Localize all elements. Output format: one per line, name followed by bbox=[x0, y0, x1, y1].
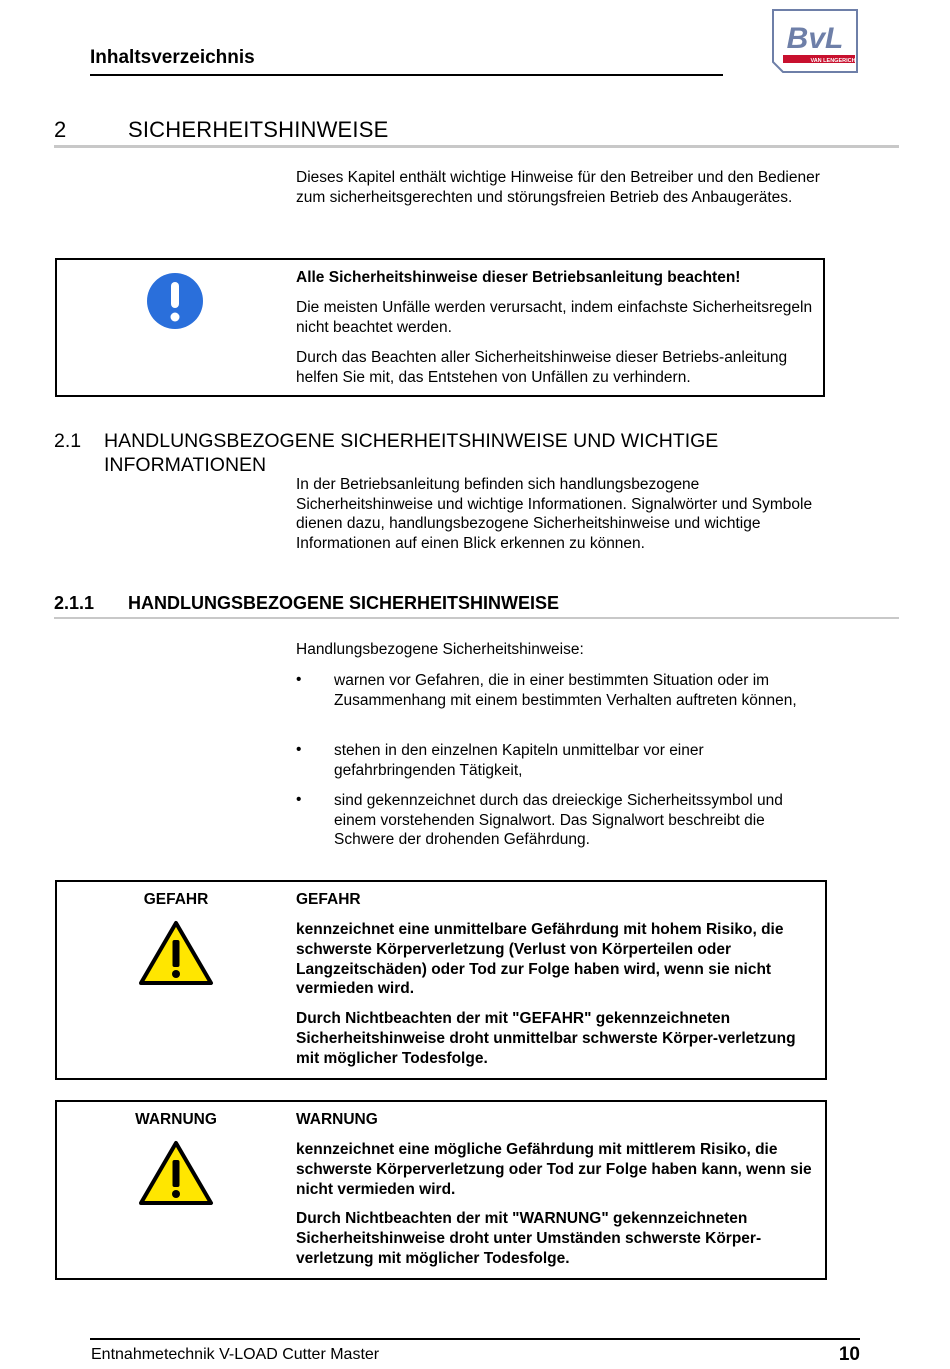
section-title-line2: INFORMATIONEN bbox=[104, 454, 267, 476]
hazard-title: GEFAHR bbox=[296, 891, 361, 908]
hazard-text-1: kennzeichnet eine unmittelbare Gefährdung mit hohem Risiko, die schwerste Körperverletzung (Verlust von Körperteilen oder Langzeitschäden) oder Tod zur Folge haben wird, wenn sie nicht vermieden wird. bbox=[296, 921, 784, 998]
list-item: warnen vor Gefahren, die in einer bestimmten Situation oder im Zusammenhang mit einem bestimmten Verhalten auftreten können, bbox=[334, 672, 797, 709]
list-item: stehen in den einzelnen Kapiteln unmittelbar vor einer gefahrbringenden Tätigkeit, bbox=[334, 742, 704, 779]
bvl-logo bbox=[771, 8, 859, 74]
hazard-text-2: Durch Nichtbeachten der mit "WARNUNG" gekennzeichneten Sicherheitshinweise droht unter Umständen schwerste Körper-verletzung mit möglicher Todesfolge. bbox=[296, 1210, 762, 1267]
hazard-title: WARNUNG bbox=[296, 1111, 378, 1128]
subsection-title: HANDLUNGSBEZOGENE SICHERHEITSHINWEISE bbox=[128, 593, 560, 613]
warning-triangle-icon bbox=[138, 920, 214, 986]
chapter-rule bbox=[54, 145, 899, 148]
hazard-label: WARNUNG bbox=[135, 1111, 217, 1128]
notice-paragraph-1: Die meisten Unfälle werden verursacht, indem einfachste Sicherheitsregeln nicht beachtet werden. bbox=[296, 299, 813, 336]
hazard-label: GEFAHR bbox=[143, 891, 209, 908]
list-intro: Handlungsbezogene Sicherheitshinweise: bbox=[296, 641, 584, 658]
warning-triangle-icon bbox=[138, 1140, 214, 1206]
chapter-number: 2 bbox=[54, 117, 67, 142]
page-number: 10 bbox=[838, 1344, 860, 1365]
bullet-marker: • bbox=[296, 791, 302, 808]
section-number: 2.1 bbox=[54, 430, 82, 452]
bullet-marker: • bbox=[296, 671, 302, 688]
section-title-line1: HANDLUNGSBEZOGENE SICHERHEITSHINWEISE UND WICHTIGE bbox=[104, 430, 719, 452]
hazard-text-2: Durch Nichtbeachten der mit "GEFAHR" gekennzeichneten Sicherheitshinweise droht unmittelbar schwerste Körper-verletzung mit möglicher Todesfolge. bbox=[296, 1010, 796, 1067]
notice-heading: Alle Sicherheitshinweise dieser Betriebsanleitung beachten! bbox=[296, 269, 741, 286]
notice-paragraph-2: Durch das Beachten aller Sicherheitshinweise dieser Betriebs-anleitung helfen Sie mit, das Entstehen von Unfällen zu verhindern. bbox=[296, 349, 788, 386]
footer-rule bbox=[90, 1338, 860, 1340]
footer-doc-title: Entnahmetechnik V-LOAD Cutter Master bbox=[91, 1346, 380, 1363]
subsection-rule bbox=[54, 617, 899, 619]
list-item: sind gekennzeichnet durch das dreieckige Sicherheitssymbol und einem vorstehenden Signalwort. Das Signalwort beschreibt die Schwere der drohenden Gefährdung. bbox=[334, 792, 783, 849]
subsection-number: 2.1.1 bbox=[54, 593, 95, 613]
section-text: In der Betriebsanleitung befinden sich handlungsbezogene Sicherheitshinweise und wichtige Informationen. Signalwörter und Symbole dienen dazu, handlungsbezogene Sicherheitshinweise und wichtige Informationen auf einen Blick erkennen zu können. bbox=[296, 476, 813, 552]
bullet-marker: • bbox=[296, 741, 302, 758]
hazard-text-1: kennzeichnet eine mögliche Gefährdung mit mittlerem Risiko, die schwerste Körperverletzung oder Tod zur Folge haben kann, wenn sie nicht vermieden wird. bbox=[296, 1141, 812, 1198]
svg-text:VAN LENGERICH: VAN LENGERICH bbox=[810, 58, 856, 64]
subsection-heading bbox=[54, 593, 559, 614]
header-title: Inhaltsverzeichnis bbox=[90, 47, 255, 68]
header-rule bbox=[90, 74, 723, 76]
exclamation-circle-icon bbox=[146, 272, 204, 330]
chapter-intro: Dieses Kapitel enthält wichtige Hinweise für den Betreiber und den Bediener zum sicherheitsgerechten und störungsfreien Betrieb des Anbaugerätes. bbox=[296, 169, 820, 206]
section-heading bbox=[54, 429, 834, 477]
chapter-title: SICHERHEITSHINWEISE bbox=[128, 117, 389, 142]
chapter-heading bbox=[54, 117, 389, 143]
svg-text:BvL: BvL bbox=[786, 22, 844, 55]
